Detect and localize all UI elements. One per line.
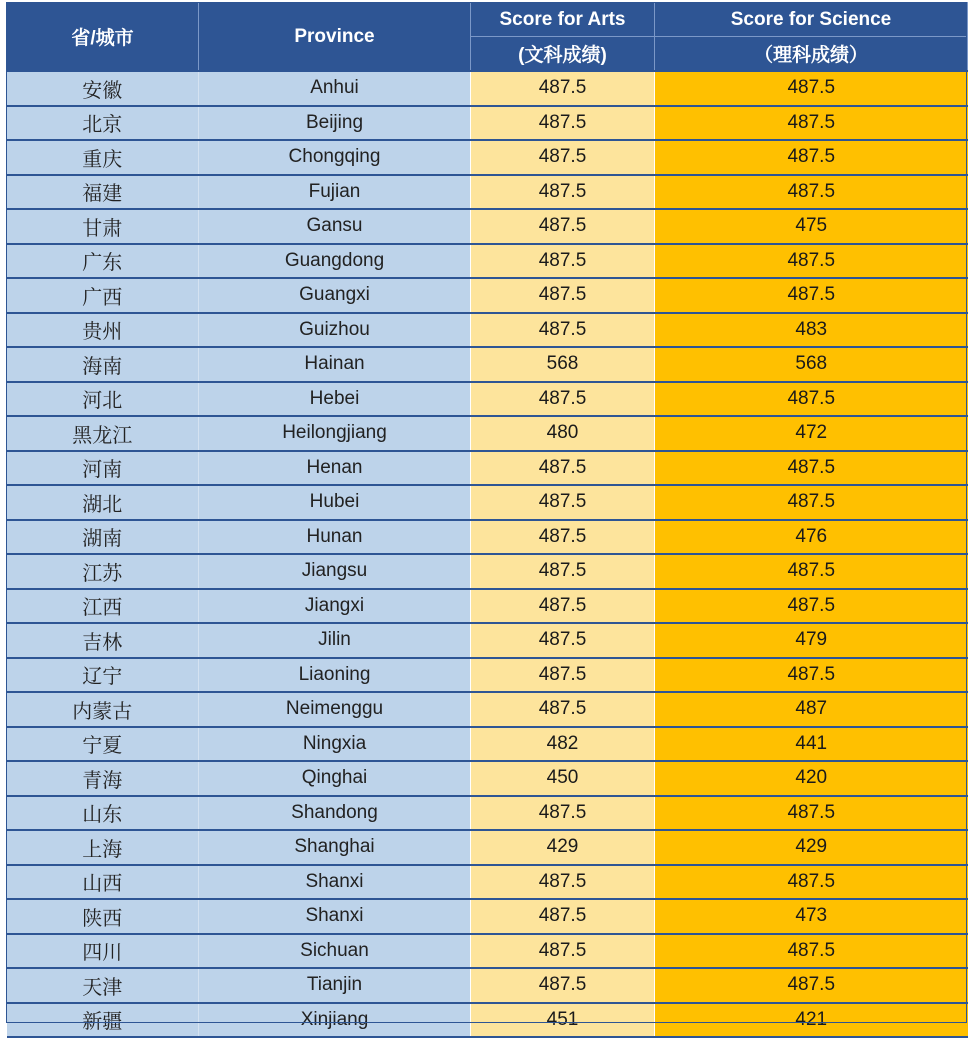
province-cell: Guangxi — [199, 278, 471, 313]
arts-score-cell: 487.5 — [471, 865, 655, 900]
region-cn-cell: 贵州 — [7, 313, 199, 348]
region-cn-cell: 甘肃 — [7, 209, 199, 244]
science-score-cell: 487.5 — [655, 485, 968, 520]
science-score-cell: 476 — [655, 520, 968, 555]
province-cell: Hebei — [199, 382, 471, 417]
arts-score-cell: 451 — [471, 1003, 655, 1038]
table-row — [7, 244, 968, 279]
arts-score-cell: 487.5 — [471, 278, 655, 313]
region-cn-cell: 天津 — [7, 968, 199, 1003]
table-row — [7, 658, 968, 693]
science-score-cell: 487.5 — [655, 244, 968, 279]
arts-score-cell: 429 — [471, 830, 655, 865]
province-cell: Tianjin — [199, 968, 471, 1003]
arts-score-cell: 487.5 — [471, 106, 655, 141]
region-cn-cell: 青海 — [7, 761, 199, 796]
header-science-en: Score for Science — [655, 3, 968, 37]
table-row — [7, 347, 968, 382]
region-cn-cell: 广西 — [7, 278, 199, 313]
science-score-cell: 487 — [655, 692, 968, 727]
region-cn-cell: 山东 — [7, 796, 199, 831]
score-table-container — [6, 2, 967, 1038]
region-cn-cell: 黑龙江 — [7, 416, 199, 451]
science-score-cell: 487.5 — [655, 175, 968, 210]
arts-score-cell: 480 — [471, 416, 655, 451]
table-row — [7, 382, 968, 417]
province-cell: Jilin — [199, 623, 471, 658]
table-header — [7, 3, 968, 72]
province-cell: Fujian — [199, 175, 471, 210]
arts-score-cell: 487.5 — [471, 899, 655, 934]
header-arts-en: Score for Arts — [471, 3, 655, 37]
arts-score-cell: 487.5 — [471, 313, 655, 348]
province-cell: Chongqing — [199, 140, 471, 175]
science-score-cell: 475 — [655, 209, 968, 244]
science-score-cell: 420 — [655, 761, 968, 796]
arts-score-cell: 487.5 — [471, 244, 655, 279]
table-row — [7, 278, 968, 313]
region-cn-cell: 四川 — [7, 934, 199, 969]
arts-score-cell: 487.5 — [471, 140, 655, 175]
province-cell: Shanxi — [199, 899, 471, 934]
province-cell: Hunan — [199, 520, 471, 555]
score-table — [6, 2, 968, 1038]
province-cell: Liaoning — [199, 658, 471, 693]
science-score-cell: 487.5 — [655, 140, 968, 175]
science-score-cell: 429 — [655, 830, 968, 865]
region-cn-cell: 湖南 — [7, 520, 199, 555]
province-cell: Ningxia — [199, 727, 471, 762]
science-score-cell: 487.5 — [655, 451, 968, 486]
science-score-cell: 487.5 — [655, 865, 968, 900]
science-score-cell: 487.5 — [655, 554, 968, 589]
province-cell: Shandong — [199, 796, 471, 831]
province-cell: Henan — [199, 451, 471, 486]
arts-score-cell: 487.5 — [471, 658, 655, 693]
table-row — [7, 968, 968, 1003]
province-cell: Xinjiang — [199, 1003, 471, 1038]
region-cn-cell: 河北 — [7, 382, 199, 417]
region-cn-cell: 辽宁 — [7, 658, 199, 693]
province-cell: Jiangsu — [199, 554, 471, 589]
table-body — [7, 71, 968, 1037]
table-row — [7, 727, 968, 762]
table-row — [7, 485, 968, 520]
science-score-cell: 568 — [655, 347, 968, 382]
arts-score-cell: 487.5 — [471, 554, 655, 589]
arts-score-cell: 487.5 — [471, 175, 655, 210]
region-cn-cell: 内蒙古 — [7, 692, 199, 727]
province-cell: Shanxi — [199, 865, 471, 900]
region-cn-cell: 海南 — [7, 347, 199, 382]
table-row — [7, 106, 968, 141]
table-row — [7, 692, 968, 727]
province-cell: Gansu — [199, 209, 471, 244]
table-row — [7, 313, 968, 348]
arts-score-cell: 487.5 — [471, 796, 655, 831]
header-science-cn: （理科成绩） — [655, 37, 968, 72]
table-row — [7, 623, 968, 658]
table-row — [7, 209, 968, 244]
region-cn-cell: 江苏 — [7, 554, 199, 589]
province-cell: Shanghai — [199, 830, 471, 865]
arts-score-cell: 487.5 — [471, 451, 655, 486]
region-cn-cell: 福建 — [7, 175, 199, 210]
region-cn-cell: 吉林 — [7, 623, 199, 658]
science-score-cell: 487.5 — [655, 106, 968, 141]
province-cell: Guizhou — [199, 313, 471, 348]
region-cn-cell: 山西 — [7, 865, 199, 900]
region-cn-cell: 重庆 — [7, 140, 199, 175]
science-score-cell: 479 — [655, 623, 968, 658]
province-cell: Guangdong — [199, 244, 471, 279]
region-cn-cell: 新疆 — [7, 1003, 199, 1038]
header-region-cn: 省/城市 — [7, 3, 199, 72]
science-score-cell: 487.5 — [655, 71, 968, 106]
table-row — [7, 140, 968, 175]
table-row — [7, 1003, 968, 1038]
region-cn-cell: 宁夏 — [7, 727, 199, 762]
arts-score-cell: 487.5 — [471, 623, 655, 658]
science-score-cell: 472 — [655, 416, 968, 451]
arts-score-cell: 487.5 — [471, 382, 655, 417]
province-cell: Jiangxi — [199, 589, 471, 624]
region-cn-cell: 湖北 — [7, 485, 199, 520]
region-cn-cell: 安徽 — [7, 71, 199, 106]
province-cell: Heilongjiang — [199, 416, 471, 451]
science-score-cell: 487.5 — [655, 658, 968, 693]
science-score-cell: 487.5 — [655, 934, 968, 969]
region-cn-cell: 广东 — [7, 244, 199, 279]
arts-score-cell: 487.5 — [471, 589, 655, 624]
province-cell: Neimenggu — [199, 692, 471, 727]
science-score-cell: 487.5 — [655, 382, 968, 417]
region-cn-cell: 河南 — [7, 451, 199, 486]
table-row — [7, 175, 968, 210]
table-row — [7, 830, 968, 865]
arts-score-cell: 568 — [471, 347, 655, 382]
table-row — [7, 416, 968, 451]
province-cell: Anhui — [199, 71, 471, 106]
region-cn-cell: 江西 — [7, 589, 199, 624]
science-score-cell: 483 — [655, 313, 968, 348]
table-row — [7, 71, 968, 106]
arts-score-cell: 487.5 — [471, 485, 655, 520]
header-province: Province — [199, 3, 471, 72]
science-score-cell: 487.5 — [655, 589, 968, 624]
arts-score-cell: 487.5 — [471, 968, 655, 1003]
science-score-cell: 473 — [655, 899, 968, 934]
arts-score-cell: 487.5 — [471, 934, 655, 969]
province-cell: Hainan — [199, 347, 471, 382]
science-score-cell: 421 — [655, 1003, 968, 1038]
table-row — [7, 520, 968, 555]
table-row — [7, 899, 968, 934]
arts-score-cell: 450 — [471, 761, 655, 796]
region-cn-cell: 北京 — [7, 106, 199, 141]
table-row — [7, 865, 968, 900]
header-arts-cn: (文科成绩) — [471, 37, 655, 72]
table-row — [7, 934, 968, 969]
region-cn-cell: 上海 — [7, 830, 199, 865]
science-score-cell: 487.5 — [655, 796, 968, 831]
science-score-cell: 441 — [655, 727, 968, 762]
arts-score-cell: 487.5 — [471, 209, 655, 244]
table-row — [7, 451, 968, 486]
arts-score-cell: 487.5 — [471, 71, 655, 106]
table-row — [7, 796, 968, 831]
province-cell: Hubei — [199, 485, 471, 520]
science-score-cell: 487.5 — [655, 968, 968, 1003]
province-cell: Beijing — [199, 106, 471, 141]
region-cn-cell: 陕西 — [7, 899, 199, 934]
arts-score-cell: 482 — [471, 727, 655, 762]
table-row — [7, 554, 968, 589]
science-score-cell: 487.5 — [655, 278, 968, 313]
province-cell: Qinghai — [199, 761, 471, 796]
arts-score-cell: 487.5 — [471, 520, 655, 555]
table-row — [7, 589, 968, 624]
province-cell: Sichuan — [199, 934, 471, 969]
arts-score-cell: 487.5 — [471, 692, 655, 727]
table-row — [7, 761, 968, 796]
